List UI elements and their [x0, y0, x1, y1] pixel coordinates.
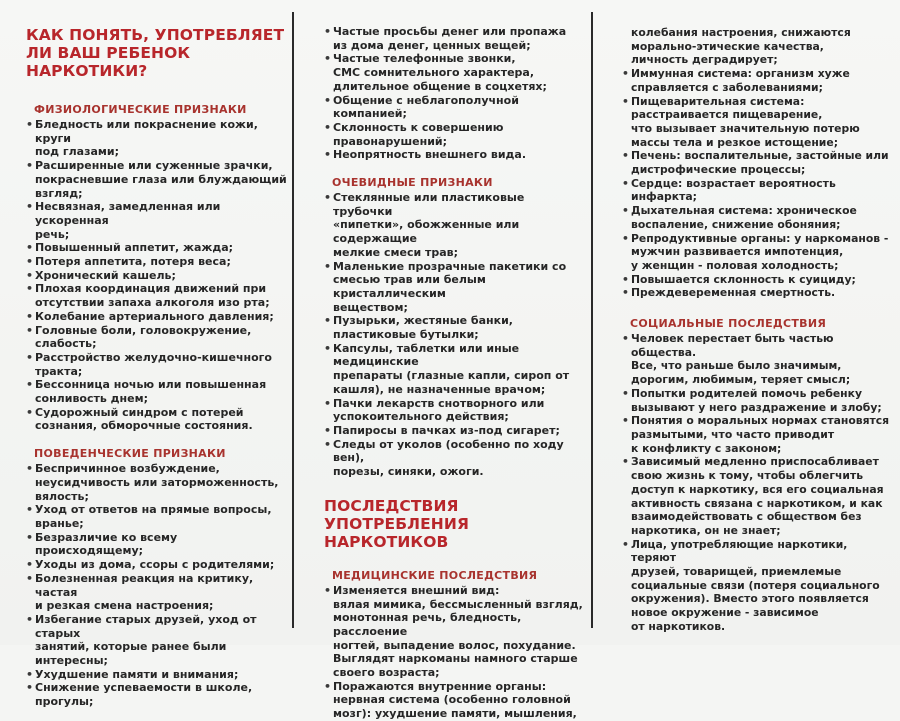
list-item: • Частые телефонные звонки, СМС сомнительного характера, длительное общение в соцхетях; — [324, 52, 586, 93]
list-item: • Пузырьки, жестяные банки, пластиковые бутылки; — [324, 314, 586, 341]
list-item: • Уход от ответов на прямые вопросы, вранье; — [26, 503, 288, 530]
list-item: • Попытки родителей помочь ребенку вызывают у него раздражение и злобу; — [622, 387, 894, 414]
medical-consequences-continued-list — [622, 26, 894, 300]
list-item: • Лица, употребляющие наркотики, теряют друзей, товарищей, приемлемые социальные связи (потеря социального окружения). Вместо этого появляется новое окружение - зависимое от наркотиков. — [622, 538, 894, 634]
medical-consequences-list — [324, 584, 586, 721]
list-item: • Беспричинное возбуждение, неусидчивость или заторможенность, вялость; — [26, 462, 288, 503]
list-item: • Изменяется внешний вид: вялая мимика, бессмысленный взгляд, монотонная речь, бледность, расслоение ногтей, выпадение волос, похудание. Выглядят наркоманы намного старше своего возраста; — [324, 584, 586, 680]
physiological-signs-list — [26, 118, 288, 433]
list-item: • Колебание артериального давления; — [26, 310, 288, 324]
list-item: • Неопрятность внешнего вида. — [324, 148, 586, 162]
behavioral-signs-heading: ПОВЕДЕНЧЕСКИЕ ПРИЗНАКИ — [34, 447, 226, 461]
list-item: • Маленькие прозрачные пакетики со смесью трав или белым кристаллическим веществом; — [324, 260, 586, 315]
column-3 — [622, 0, 894, 634]
list-item: • Расширенные или суженные зрачки, покрасневшие глаза или блуждающий взгляд; — [26, 159, 288, 200]
list-item: • Частые просьбы денег или пропажа из дома денег, ценных вещей; — [324, 25, 586, 52]
list-item: • Снижение успеваемости в школе, прогулы; — [26, 681, 288, 708]
list-item: • Плохая координация движений при отсутствии запаха алкоголя изо рта; — [26, 282, 288, 309]
main-title: КАК ПОНЯТЬ, УПОТРЕБЛЯЕТ ЛИ ВАШ РЕБЕНОК НАРКОТИКИ? — [26, 26, 285, 80]
consequences-title: ПОСЛЕДСТВИЯ УПОТРЕБЛЕНИЯ НАРКОТИКОВ — [324, 496, 469, 551]
list-item: • Болезненная реакция на критику, частая и резкая смена настроения; — [26, 572, 288, 613]
behavioral-signs-list — [26, 462, 288, 709]
list-item: • Судорожный синдром с потерей сознания, обморочные состояния. — [26, 406, 288, 433]
column-1 — [26, 0, 288, 709]
list-item: • Бессонница ночью или повышенная сонливость днем; — [26, 378, 288, 405]
list-item: • Общение с неблагополучной компанией; — [324, 94, 586, 121]
list-item: • Повышенный аппетит, жажда; — [26, 241, 288, 255]
behavioral-signs-continued-list — [324, 25, 586, 162]
list-item: • Бледность или покраснение кожи, круги под глазами; — [26, 118, 288, 159]
list-item: • Безразличие ко всему происходящему; — [26, 531, 288, 558]
list-item: • Поражаются внутренние органы: нервная система (особенно головной мозг): ухудшение памяти, мышления, — [324, 680, 586, 721]
list-item: • Дыхательная система: хроническое воспаление, снижение обоняния; — [622, 204, 894, 231]
obvious-signs-heading: ОЧЕВИДНЫЕ ПРИЗНАКИ — [332, 176, 493, 190]
obvious-signs-list — [324, 191, 586, 479]
list-item: • Стеклянные или пластиковые трубочки «пипетки», обожженные или содержащие мелкие смеси трав; — [324, 191, 586, 260]
list-item: • Понятия о моральных нормах становятся размытыми, что часто приводит к конфликту с законом; — [622, 414, 894, 455]
list-item: • Иммунная система: организм хуже справляется с заболеваниями; — [622, 67, 894, 94]
column-divider-2 — [591, 12, 593, 628]
physiological-signs-heading: ФИЗИОЛОГИЧЕСКИЕ ПРИЗНАКИ — [34, 103, 247, 116]
list-item: • Пищеварительная система: расстраивается пищеварение, что вызывает значительную потерю массы тела и резкое истощение; — [622, 95, 894, 150]
list-item: • Папиросы в пачках из-под сигарет; — [324, 424, 586, 438]
list-item: • Капсулы, таблетки или иные медицинские препараты (глазные капли, сироп от кашля), не назначенные врачом; — [324, 342, 586, 397]
list-item: • Склонность к совершению правонарушений; — [324, 121, 586, 148]
list-item: • Человек перестает быть частью общества. Все, что раньше было значимым, дорогим, любимым, теряет смысл; — [622, 332, 894, 387]
list-item: • Уходы из дома, ссоры с родителями; — [26, 558, 288, 572]
list-item: • Преждевеременная смертность. — [622, 286, 894, 300]
column-2 — [324, 0, 586, 721]
list-item-continuation: колебания настроения, снижаются морально-этические качества, личность деградирует; — [631, 26, 851, 67]
list-item: • Головные боли, головокружение, слабость; — [26, 324, 288, 351]
list-item: • Повышается склонность к суициду; — [622, 273, 894, 287]
list-item: • Расстройство желудочно-кишечного тракта; — [26, 351, 288, 378]
list-item: • Печень: воспалительные, застойные или дистрофические процессы; — [622, 149, 894, 176]
social-consequences-heading: СОЦИАЛЬНЫЕ ПОСЛЕДСТВИЯ — [630, 317, 827, 331]
list-item: • Избегание старых друзей, уход от старых занятий, которые ранее были интересны; — [26, 613, 288, 668]
list-item: • Зависимый медленно приспосабливает свою жизнь к тому, чтобы облегчить доступ к наркотику, вся его социальная активность связана с наркотиком, и как взаимодействовать с обществом без наркотика, он не знает; — [622, 455, 894, 537]
list-item: • Потеря аппетита, потеря веса; — [26, 255, 288, 269]
column-divider-1 — [292, 12, 294, 628]
social-consequences-list — [622, 332, 894, 633]
list-item: • Несвязная, замедленная или ускоренная речь; — [26, 200, 288, 241]
list-item: • Пачки лекарств снотворного или успокоительного действия; — [324, 397, 586, 424]
list-item: • Ухудшение памяти и внимания; — [26, 668, 288, 682]
medical-consequences-heading: МЕДИЦИНСКИЕ ПОСЛЕДСТВИЯ — [332, 568, 538, 582]
list-item: • Сердце: возрастает вероятность инфаркта; — [622, 177, 894, 204]
list-item: • Хронический кашель; — [26, 269, 288, 283]
list-item: • Следы от уколов (особенно по ходу вен), порезы, синяки, ожоги. — [324, 438, 586, 479]
list-item: • Репродуктивные органы: у наркоманов - мужчин развивается импотенция, у женщин - половая холодность; — [622, 232, 894, 273]
